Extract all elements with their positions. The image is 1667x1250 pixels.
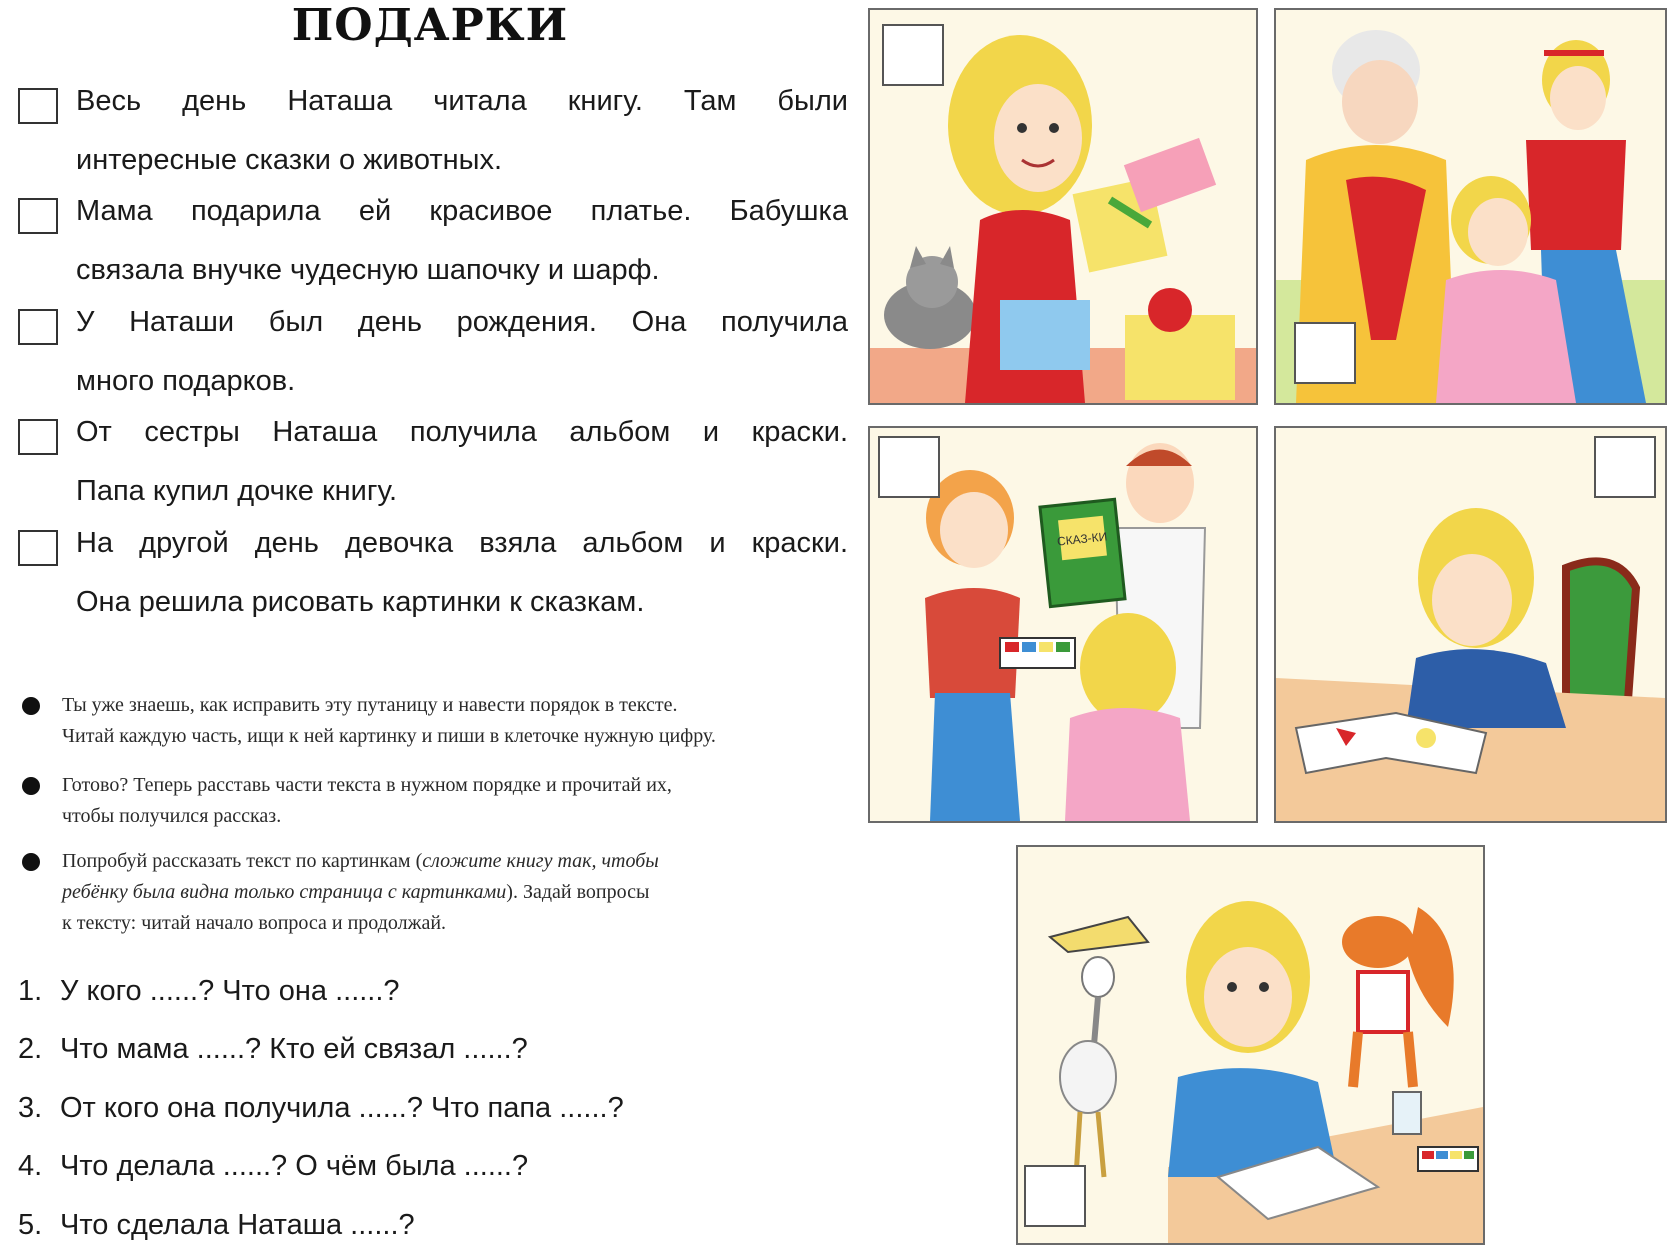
question-4: [18, 1149, 818, 1183]
instruction-line: [62, 877, 862, 908]
story-part-line: Весь день Наташа читала книгу. Там были: [76, 85, 848, 117]
page-title: ПОДАРКИ: [291, 0, 569, 51]
instruction-italic: ребёнку была видна только страница с картинками: [62, 881, 507, 903]
picture-answer-box[interactable]: [1024, 1165, 1086, 1227]
answer-box[interactable]: [18, 530, 58, 566]
instruction-line: чтобы получился рассказ.: [62, 805, 282, 827]
story-part-line: много подарков.: [76, 365, 296, 397]
instruction-line: Ты уже знаешь, как исправить эту путаницу и навести порядок в тексте.: [62, 694, 678, 716]
instruction-line: Готово? Теперь расставь части текста в нужном порядке и прочитай их,: [62, 774, 672, 796]
answer-box[interactable]: [18, 198, 58, 234]
illustration-drawing: [1016, 845, 1485, 1245]
picture-answer-box[interactable]: [1594, 436, 1656, 498]
instruction-line: Читай каждую часть, ищи к ней картинку и пиши в клеточке нужную цифру.: [62, 725, 716, 747]
illustration-reading: [1274, 426, 1667, 823]
bullet-icon: [22, 777, 40, 795]
story-part-line: Мама подарила ей красивое платье. Бабушка: [76, 195, 848, 227]
answer-box[interactable]: [18, 88, 58, 124]
question-3: [18, 1091, 818, 1125]
answer-box[interactable]: [18, 419, 58, 455]
story-part-line: На другой день девочка взяла альбом и краски.: [76, 527, 848, 559]
story-part-line: интересные сказки о животных.: [76, 144, 503, 176]
bullet-icon: [22, 697, 40, 715]
question-text: У кого ......? Что она ......?: [60, 975, 400, 1007]
instruction-italic: сложите книгу так, чтобы: [422, 850, 659, 872]
story-part-line: связала внучке чудесную шапочку и шарф.: [76, 254, 660, 286]
question-number: 3.: [18, 1092, 43, 1124]
illustration-grandma-mom: [1274, 8, 1667, 405]
picture-answer-box[interactable]: [878, 436, 940, 498]
drawing-scene: [1018, 847, 1483, 1243]
question-text: Что делала ......? О чём была ......?: [60, 1150, 529, 1182]
story-part-line: От сестры Наташа получила альбом и краски.: [76, 416, 848, 448]
question-5: [18, 1208, 818, 1242]
story-part-line: Папа купил дочке книгу.: [76, 475, 398, 507]
question-1: [18, 974, 818, 1008]
instruction-line: [62, 846, 862, 877]
illustration-dad-sister: [868, 426, 1258, 823]
bullet-icon: [22, 853, 40, 871]
story-part-line: Она решила рисовать картинки к сказкам.: [76, 586, 645, 618]
book-cover-text: СКАЗ-КИ: [1056, 529, 1108, 549]
question-text: Что сделала Наташа ......?: [60, 1209, 415, 1241]
picture-answer-box[interactable]: [882, 24, 944, 86]
question-number: 1.: [18, 975, 43, 1007]
question-number: 2.: [18, 1033, 43, 1065]
question-number: 4.: [18, 1150, 43, 1182]
question-2: [18, 1032, 818, 1066]
picture-answer-box[interactable]: [1294, 322, 1356, 384]
instruction-plain: Попробуй рассказать текст по картинкам (: [62, 850, 423, 872]
illustration-birthday-gifts: [868, 8, 1258, 405]
question-number: 5.: [18, 1209, 43, 1241]
answer-box[interactable]: [18, 309, 58, 345]
story-part-line: У Наташи был день рождения. Она получила: [76, 306, 848, 338]
question-text: Что мама ......? Кто ей связал ......?: [60, 1033, 528, 1065]
instruction-line: к тексту: читай начало вопроса и продолжай.: [62, 912, 447, 934]
instruction-plain: ). Задай вопросы: [506, 881, 650, 903]
question-text: От кого она получила ......? Что папа ......?: [60, 1092, 624, 1124]
